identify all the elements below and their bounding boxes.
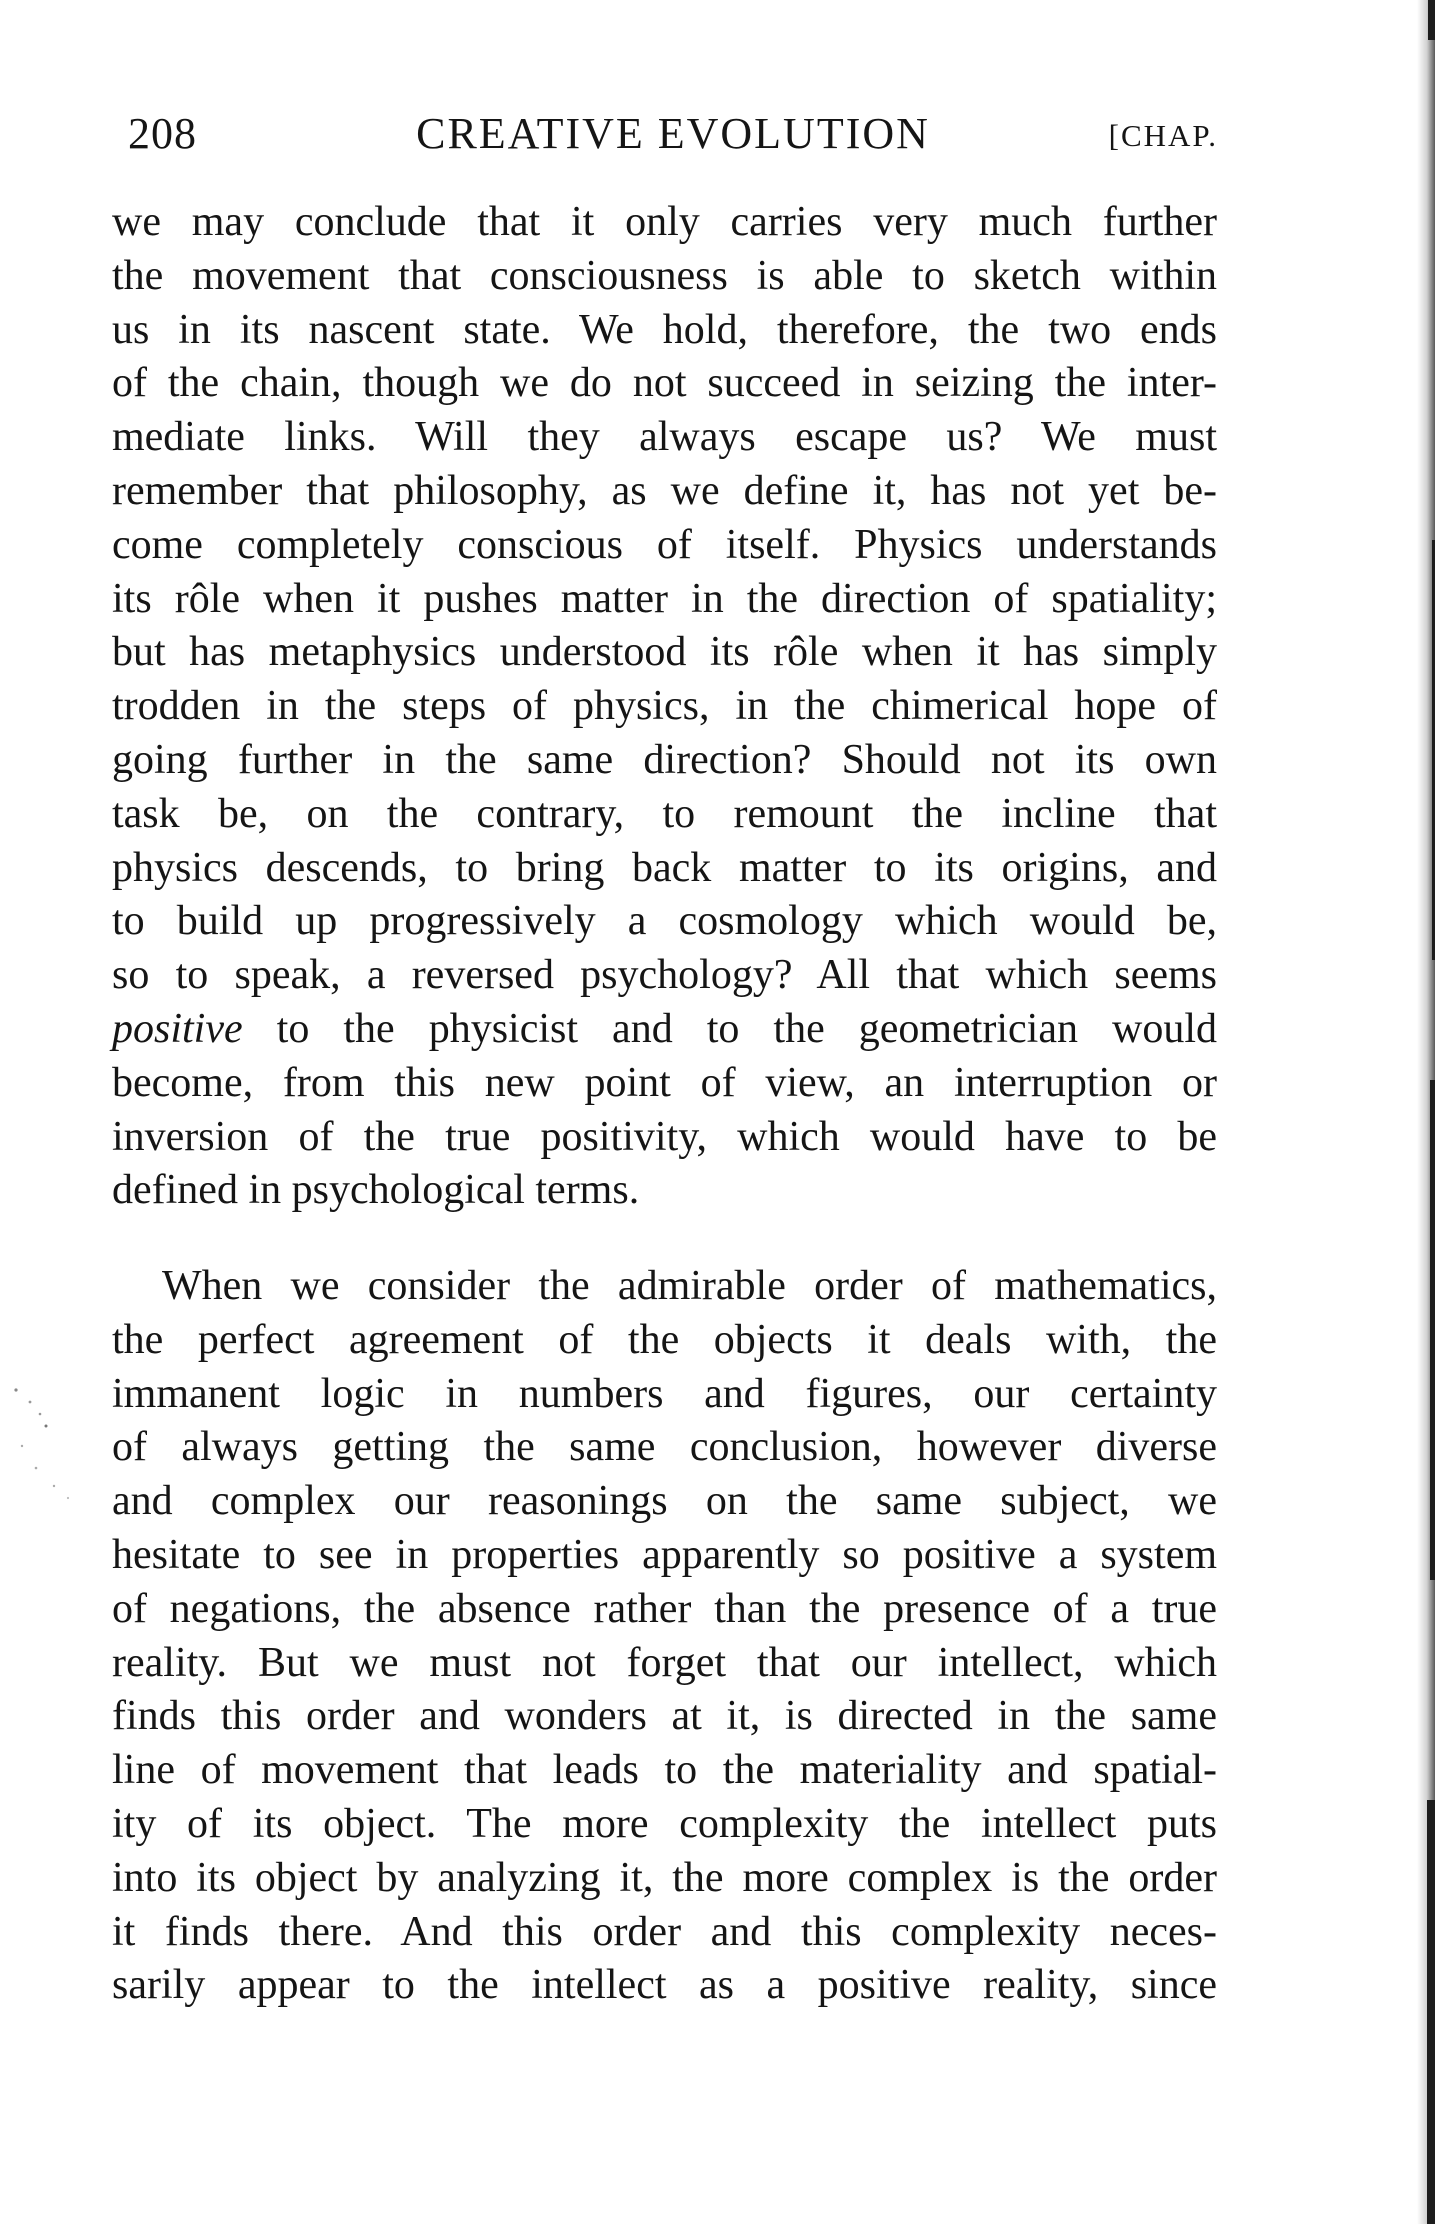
chapter-mark: [CHAP. [1108, 118, 1218, 153]
text-line: the movement that consciousness is able to sketch within [112, 252, 1217, 299]
page-number: 208 [128, 109, 197, 158]
text-line-with-italic [112, 1003, 1217, 1057]
text-line: defined in psychological terms. [112, 1167, 640, 1214]
text-line: it finds there. And this order and this complexity neces- [112, 1908, 1217, 1955]
text-line: hesitate to see in properties apparently so positive a system [112, 1531, 1217, 1578]
text-line: immanent logic in numbers and figures, our certainty [112, 1370, 1217, 1417]
text-line: mediate links. Will they always escape us? We must [112, 414, 1217, 461]
text-line: and complex our reasonings on the same subject, we [112, 1478, 1217, 1525]
text-line: its rôle when it pushes matter in the direction of spatiality; [112, 575, 1217, 622]
running-title: CREATIVE EVOLUTION [416, 109, 930, 158]
text-line: task be, on the contrary, to remount the incline that [112, 790, 1217, 837]
text-line: physics descends, to bring back matter to its origins, and [112, 844, 1217, 891]
page-edge-mark [1430, 1080, 1435, 1580]
text-line: the perfect agreement of the objects it deals with, the [112, 1316, 1217, 1363]
text-line: sarily appear to the intellect as a positive reality, since [112, 1962, 1217, 2009]
text-line: we may conclude that it only carries very much further [112, 199, 1217, 245]
text-line: so to speak, a reversed psychology? All that which seems [112, 952, 1217, 999]
text-line: come completely conscious of itself. Physics understands [112, 521, 1217, 568]
text-line: line of movement that leads to the materiality and spatial- [112, 1747, 1217, 1794]
scan-speck-marks [10, 1380, 80, 1510]
text-line: inversion of the true positivity, which would have to be [112, 1113, 1217, 1160]
text-line: into its object by analyzing it, the more complex is the order [112, 1854, 1217, 1901]
text-line: remember that philosophy, as we define it, has not yet be- [112, 467, 1217, 514]
text-line: going further in the same direction? Should not its own [112, 736, 1217, 783]
page-edge-mark [1428, 0, 1435, 40]
text-line: but has metaphysics understood its rôle when it has simply [112, 629, 1217, 676]
text-line: of negations, the absence rather than the presence of a true [112, 1585, 1217, 1632]
text-line-rest: to the physicist and to the geometrician would [276, 1005, 1218, 1052]
text-line: When we consider the admirable order of mathematics, [162, 1263, 1217, 1309]
text-line: of the chain, though we do not succeed in seizing the inter- [112, 360, 1217, 407]
text-line: become, from this new point of view, an interruption or [112, 1059, 1217, 1106]
paragraph-1 [112, 196, 1217, 1218]
text-line: reality. But we must not forget that our intellect, which [112, 1639, 1217, 1686]
text-line: finds this order and wonders at it, is directed in the same [112, 1693, 1217, 1740]
text-line: us in its nascent state. We hold, therefore, the two ends [112, 306, 1217, 353]
page-edge-mark [1427, 1800, 1435, 2224]
text-line: to build up progressively a cosmology which would be, [112, 898, 1217, 945]
paragraph-2 [112, 1260, 1217, 2013]
text-line: trodden in the steps of physics, in the chimerical hope of [112, 683, 1217, 730]
text-line: of always getting the same conclusion, however diverse [112, 1424, 1217, 1471]
text-line: ity of its object. The more complexity the intellect puts [112, 1800, 1217, 1847]
page-header [128, 108, 1218, 164]
italic-word: positive [112, 1005, 243, 1052]
